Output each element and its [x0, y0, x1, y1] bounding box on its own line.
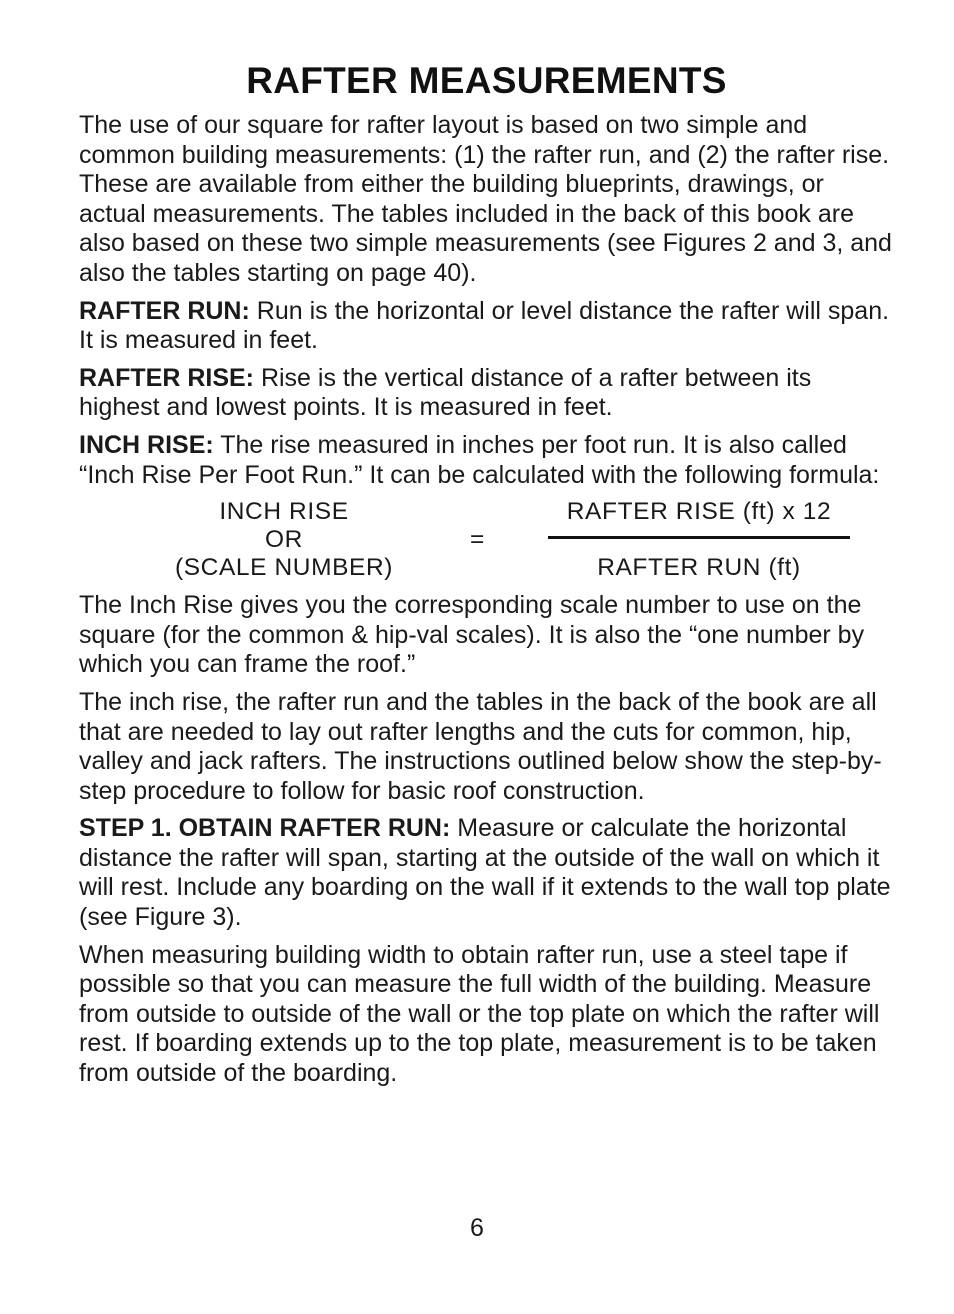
formula-left-line3: (SCALE NUMBER): [174, 554, 394, 582]
intro-paragraph: The use of our square for rafter layout is based on two simple and common building measurements: (1) the rafter run, and (2) the rafter rise. These are available from either the building blueprints, drawings, or actual measurements. The tables included in the back of this book are also based on these two simple measurements (see Figures 2 and 3, and also the tables starting on page 40).: [79, 111, 892, 287]
page-content: [79, 58, 894, 1097]
term-text: Rise is the vertical distance of a rafter between its highest and lowest points. It is measured in feet.: [79, 363, 812, 422]
term-label: INCH RISE:: [79, 430, 214, 459]
inch-rise-formula: [79, 498, 894, 584]
page-title: RAFTER MEASUREMENTS: [246, 60, 727, 101]
formula-fraction: [544, 498, 854, 582]
formula-left-line2: OR: [265, 526, 303, 554]
formula-left-line1: INCH RISE: [219, 498, 349, 526]
page-number: 6: [470, 1214, 484, 1242]
definition-rafter-run: [79, 297, 894, 356]
definition-rafter-rise: [79, 364, 894, 423]
term-text: The rise measured in inches per foot run. It is also called “Inch Rise Per Foot Run.” It can be calculated with the following formula:: [79, 430, 880, 489]
formula-equals-sign: =: [470, 526, 485, 554]
formula-numerator: RAFTER RISE (ft) x 12: [566, 498, 832, 526]
fraction-bar: [548, 536, 850, 539]
scale-number-paragraph: The Inch Rise gives you the corresponding scale number to use on the square (for the common & hip-val scales). It is also the “one number by which you can frame the roof.”: [79, 591, 865, 679]
step-text: Measure or calculate the horizontal distance the rafter will span, starting at the outside of the wall on which it will rest. Include any boarding on the wall if it extends to the wall top plate (see Figure 3).: [79, 814, 891, 932]
step-1-paragraph: [79, 814, 894, 932]
term-label: RAFTER RUN:: [79, 296, 250, 325]
formula-denominator: RAFTER RUN (ft): [597, 554, 801, 582]
definition-inch-rise: [79, 431, 894, 490]
step-label: STEP 1. OBTAIN RAFTER RUN:: [79, 814, 451, 843]
measuring-paragraph: When measuring building width to obtain rafter run, use a steel tape if possible so that you can measure the full width of the building. Measure from outside to outside of the wall or the top plate on which the rafter will rest. If boarding extends up to the top plate, measurement is to be taken from outside of the boarding.: [79, 940, 880, 1088]
term-label: RAFTER RISE:: [79, 363, 254, 392]
formula-left-side: [149, 498, 419, 582]
term-text: Run is the horizontal or level distance the rafter will span. It is measured in feet.: [79, 296, 890, 355]
tables-paragraph: The inch rise, the rafter run and the tables in the back of the book are all that are needed to lay out rafter lengths and the cuts for common, hip, valley and jack rafters. The instructions outlined below show the step-by-step procedure to follow for basic roof construction.: [79, 687, 882, 805]
